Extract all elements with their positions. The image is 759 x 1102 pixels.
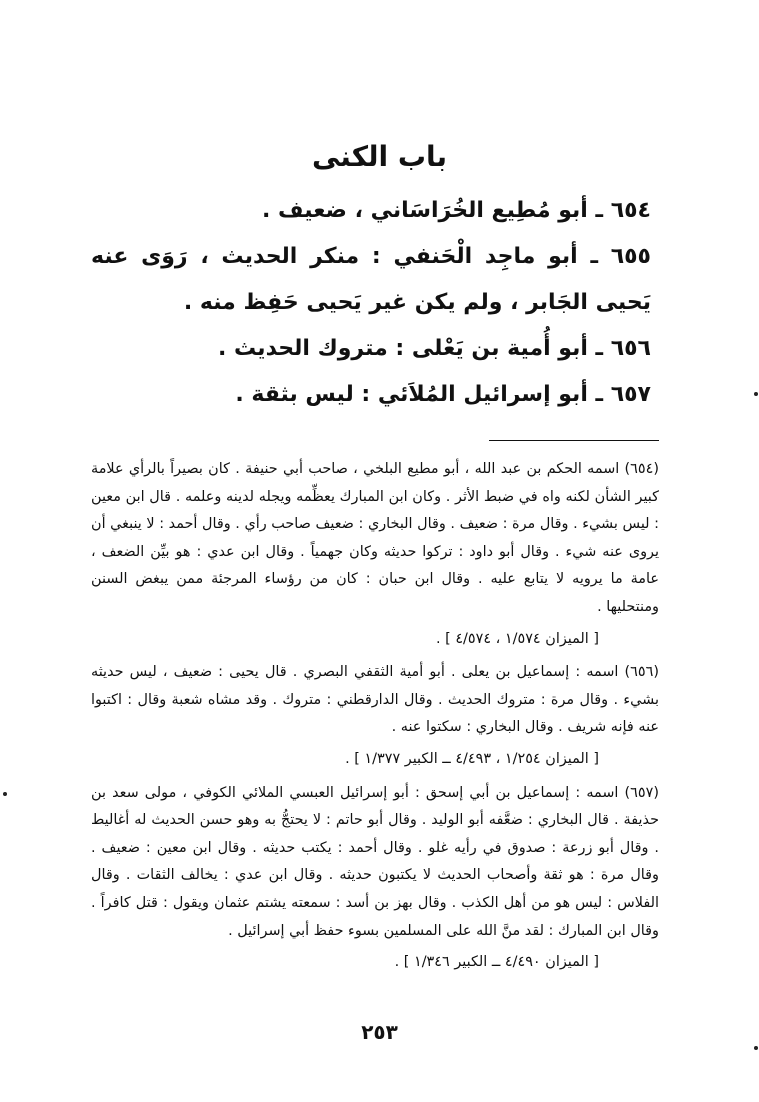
footnotes-block bbox=[91, 456, 659, 983]
footnote-654-reference: [ الميزان ١/٥٧٤ ، ٤/٥٧٤ ] . bbox=[435, 630, 599, 647]
footnote-divider bbox=[489, 440, 659, 441]
footnote-656-reference: [ الميزان ١/٢٥٤ ، ٤/٤٩٣ ــ الكبير ١/٣٧٧ ] . bbox=[345, 750, 599, 767]
footnote-657-reference: [ الميزان ٤/٤٩٠ ــ الكبير ١/٣٤٦ ] . bbox=[394, 954, 599, 971]
margin-mark bbox=[754, 1046, 758, 1050]
entry-656: ٦٥٦ ـ أبو أُمية بن يَعْلى : متروك الحديث . bbox=[218, 336, 651, 361]
chapter-title: باب الكنى bbox=[311, 140, 448, 173]
entry-654: ٦٥٤ ـ أبو مُطِيع الخُرَاسَاني ، ضعيف . bbox=[262, 198, 651, 223]
page-number: ٢٥٣ bbox=[361, 1020, 398, 1044]
margin-mark bbox=[754, 392, 758, 396]
entries-block bbox=[91, 188, 651, 418]
entry-655: ٦٥٥ ـ أبو ماجِد الْحَنفي : منكر الحديث ، رَوَى عنه يَحيى الجَابر ، ولم يكن غير يَحيى حَفِظ منه . bbox=[91, 244, 651, 315]
footnote-656: (٦٥٦) اسمه : إسماعيل بن يعلى . أبو أمية الثقفي البصري . قال يحيى : ضعيف ، ليس حديثه بشيء . وقال مرة : متروك الحديث . وقال الدارقطني : متروك . وقد مشاه شعبة وقال : اكتبوا عنه فإنه شريف . وقال البخاري : سكتوا عنه . bbox=[91, 664, 659, 736]
footnote-654: (٦٥٤) اسمه الحكم بن عبد الله ، أبو مطيع البلخي ، صاحب أبي حنيفة . كان بصيراً بالرأي علامة كبير الشأن لكنه واه في ضبط الأثر . وكان ابن المبارك يعظِّمه ويجله لدينه وعلمه . قال ابن معين : ليس بشيء . وقال مرة : ضعيف . وقال البخاري : ضعيف صاحب رأي . وقال أحمد : لا ينبغي أن يروى عنه شيء . وقال أبو داود : تركوا حديثه وكان جهمياً . وقال ابن عدي : هو بيِّن الضعف ، عامة ما يرويه لا يتابع عليه . وقال ابن حبان : كان من رؤساء المرجئة ممن يبغض السنن ومنتحليها . bbox=[91, 461, 659, 615]
entry-657: ٦٥٧ ـ أبو إسرائيل المُلاَئي : ليس بثقة . bbox=[235, 382, 651, 407]
margin-mark bbox=[3, 792, 7, 796]
footnote-657: (٦٥٧) اسمه : إسماعيل بن أبي إسحق : أبو إسرائيل العبسي الملائي الكوفي ، مولى سعد بن حذيفة . قال البخاري : ضعَّفه أبو الوليد . وقال أبو حاتم : لا يحتجُّ به وهو حسن الحديث له أغاليط . وقال أبو زرعة : صدوق في رأيه غلو . وقال أحمد : يكتب حديثه . وقال ابن معين : ضعيف . وقال مرة : هو ثقة وأصحاب الحديث لا يكتبون حديثه . وقال ابن عدي : يخالف الثقات . وقال الفلاس : ليس هو من أهل الكذب . وقال بهز بن أسد : سمعته يشتم عثمان ويقول : قتل كافراً . وقال ابن المبارك : لقد منَّ الله على المسلمين بسوء حفظ أبي إسرائيل . bbox=[91, 784, 659, 939]
